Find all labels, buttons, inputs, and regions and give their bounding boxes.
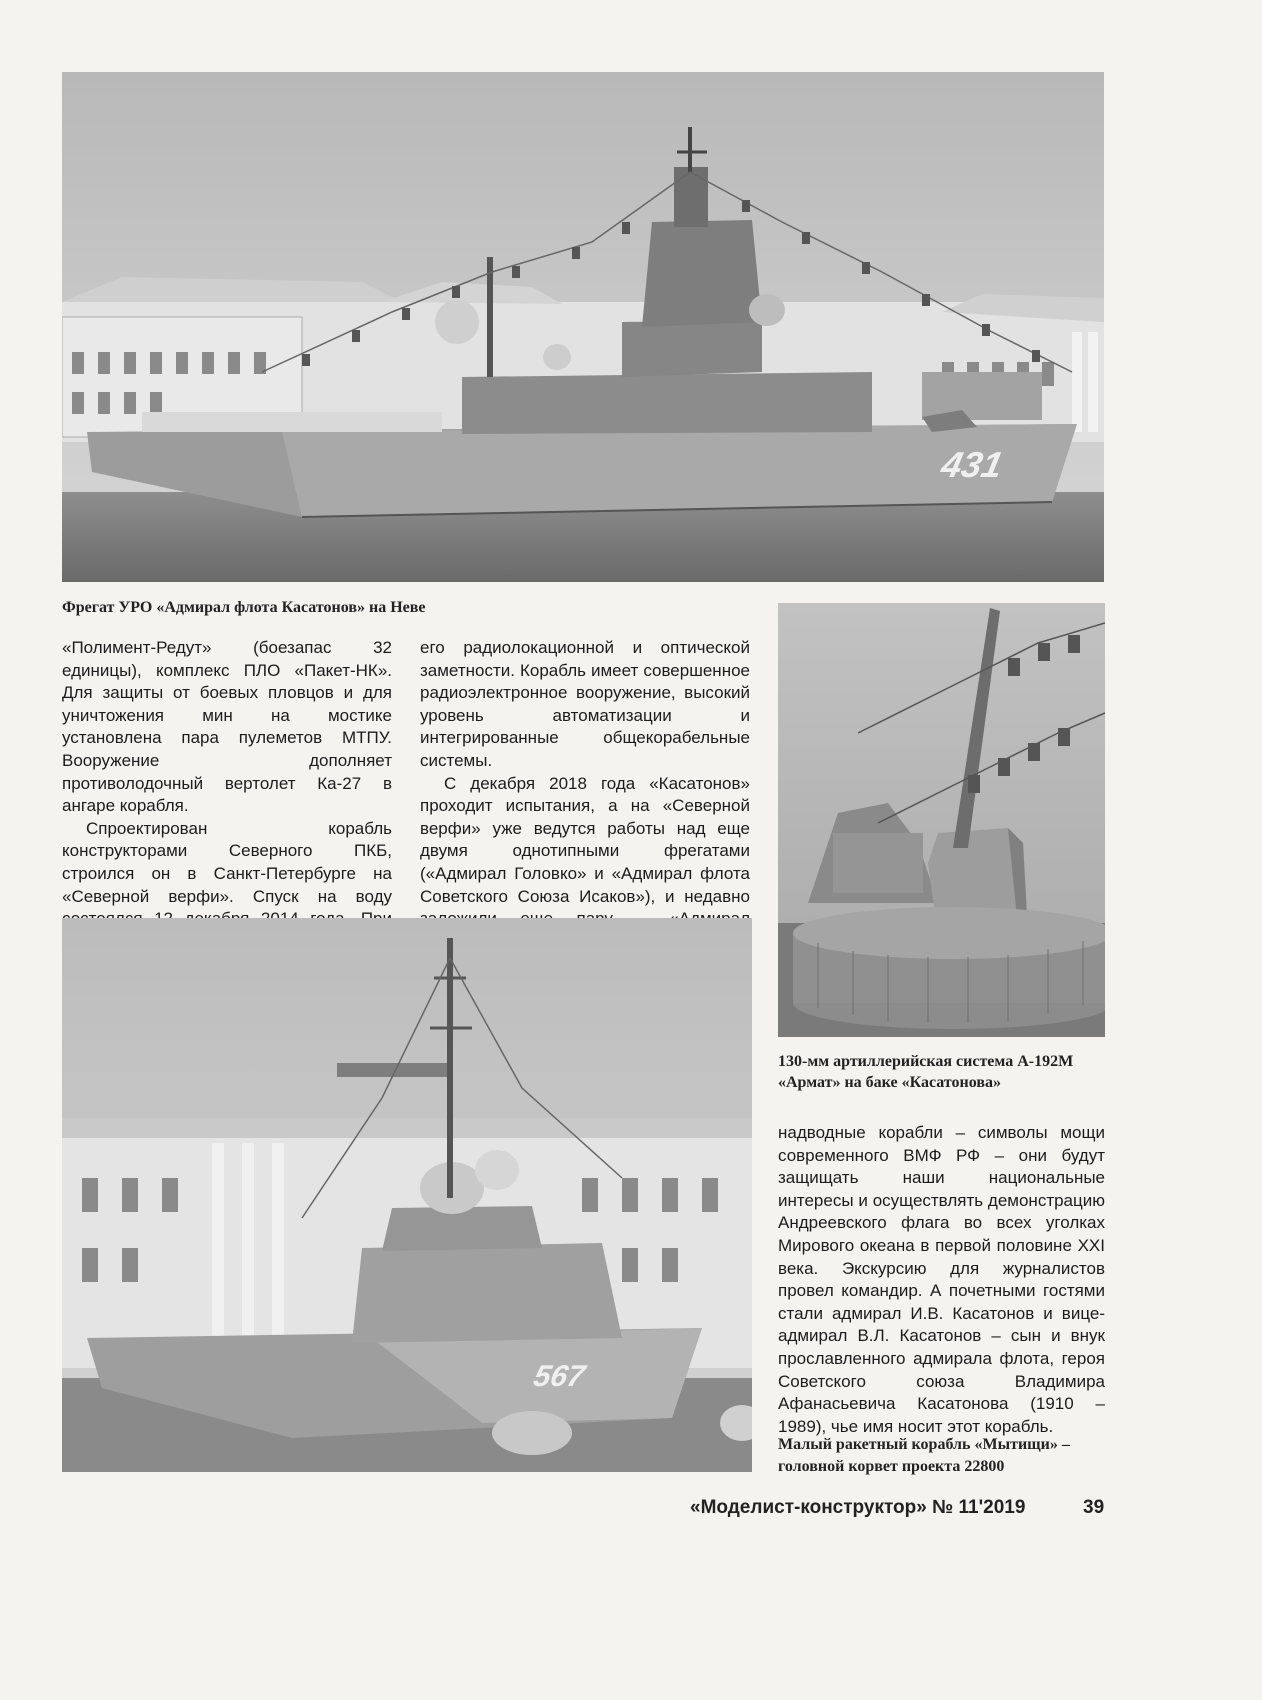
magazine-footer: «Моделист-конструктор» № 11'2019	[690, 1497, 1026, 1518]
bottom-photo-caption	[778, 1434, 1105, 1478]
paragraph: надводные корабли – символы мощи современного ВМФ РФ – они будут защищать наши национальные интересы и осуществлять демонстрацию Андреевского флага во всех уголках Мирового океана в первой половине XXI века. Экскурсию для журналистов провел командир. А почетными гостями стали адмирал И.В. Касатонов и вице-адмирал В.Л. Касатонов – сын и внук прославленного адмирала флота, героя Советского союза Владимира Афанасьевича Касатонова (1910 – 1989), чье имя носит этот корабль.	[778, 1123, 1105, 1436]
page-number: 39	[1083, 1497, 1105, 1518]
paragraph: его радиолокационной и оптической заметности. Корабль имеет совершенное радиоэлектронное вооружение, высокий уровень автоматизации и интегрированные общекорабельные системы.	[420, 638, 750, 770]
caption-line: «Армат» на баке «Касатонова»	[778, 1074, 1001, 1091]
top-photo-caption: Фрегат УРО «Адмирал флота Касатонов» на Неве	[62, 599, 426, 616]
caption-line: Малый ракетный корабль «Мытищи» –	[778, 1436, 1070, 1453]
paragraph: С декабря 2018 года «Касатонов» проходит испытания, а на «Северной верфи» уже ведутся работы над еще двумя однотипными фрегатами («Адмирал Головко» и «Адмирал флота Советского Союза Исаков»), и недавно	[420, 773, 750, 906]
right-photo-caption	[778, 1051, 1105, 1093]
paragraph: Спроектирован корабль конструкторами Северного ПКБ, строился он в Санкт-Петербурге на «Северной верфи». Спуск на воду	[62, 818, 392, 906]
caption-line: головной корвет проекта 22800	[778, 1458, 1005, 1475]
hull-number-567: 567	[530, 1360, 588, 1393]
text-column-3	[778, 1122, 1105, 1438]
paragraph: «Полимент-Редут» (боезапас 32 единицы), комплекс ПЛО «Пакет-НК». Для защиты от боевых пловцов и для уничтожения мин на мостике установлена пара пулеметов МТПУ. Вооружение дополняет противолодочный вертолет Ка-27 в ангаре корабля.	[62, 638, 392, 816]
frigate-photo	[62, 72, 1104, 582]
corvette-photo	[62, 918, 752, 1472]
artillery-photo	[778, 603, 1105, 1037]
caption-line: 130-мм артиллерийская система А-192М	[778, 1053, 1074, 1070]
hull-number-431: 431	[937, 444, 1007, 485]
